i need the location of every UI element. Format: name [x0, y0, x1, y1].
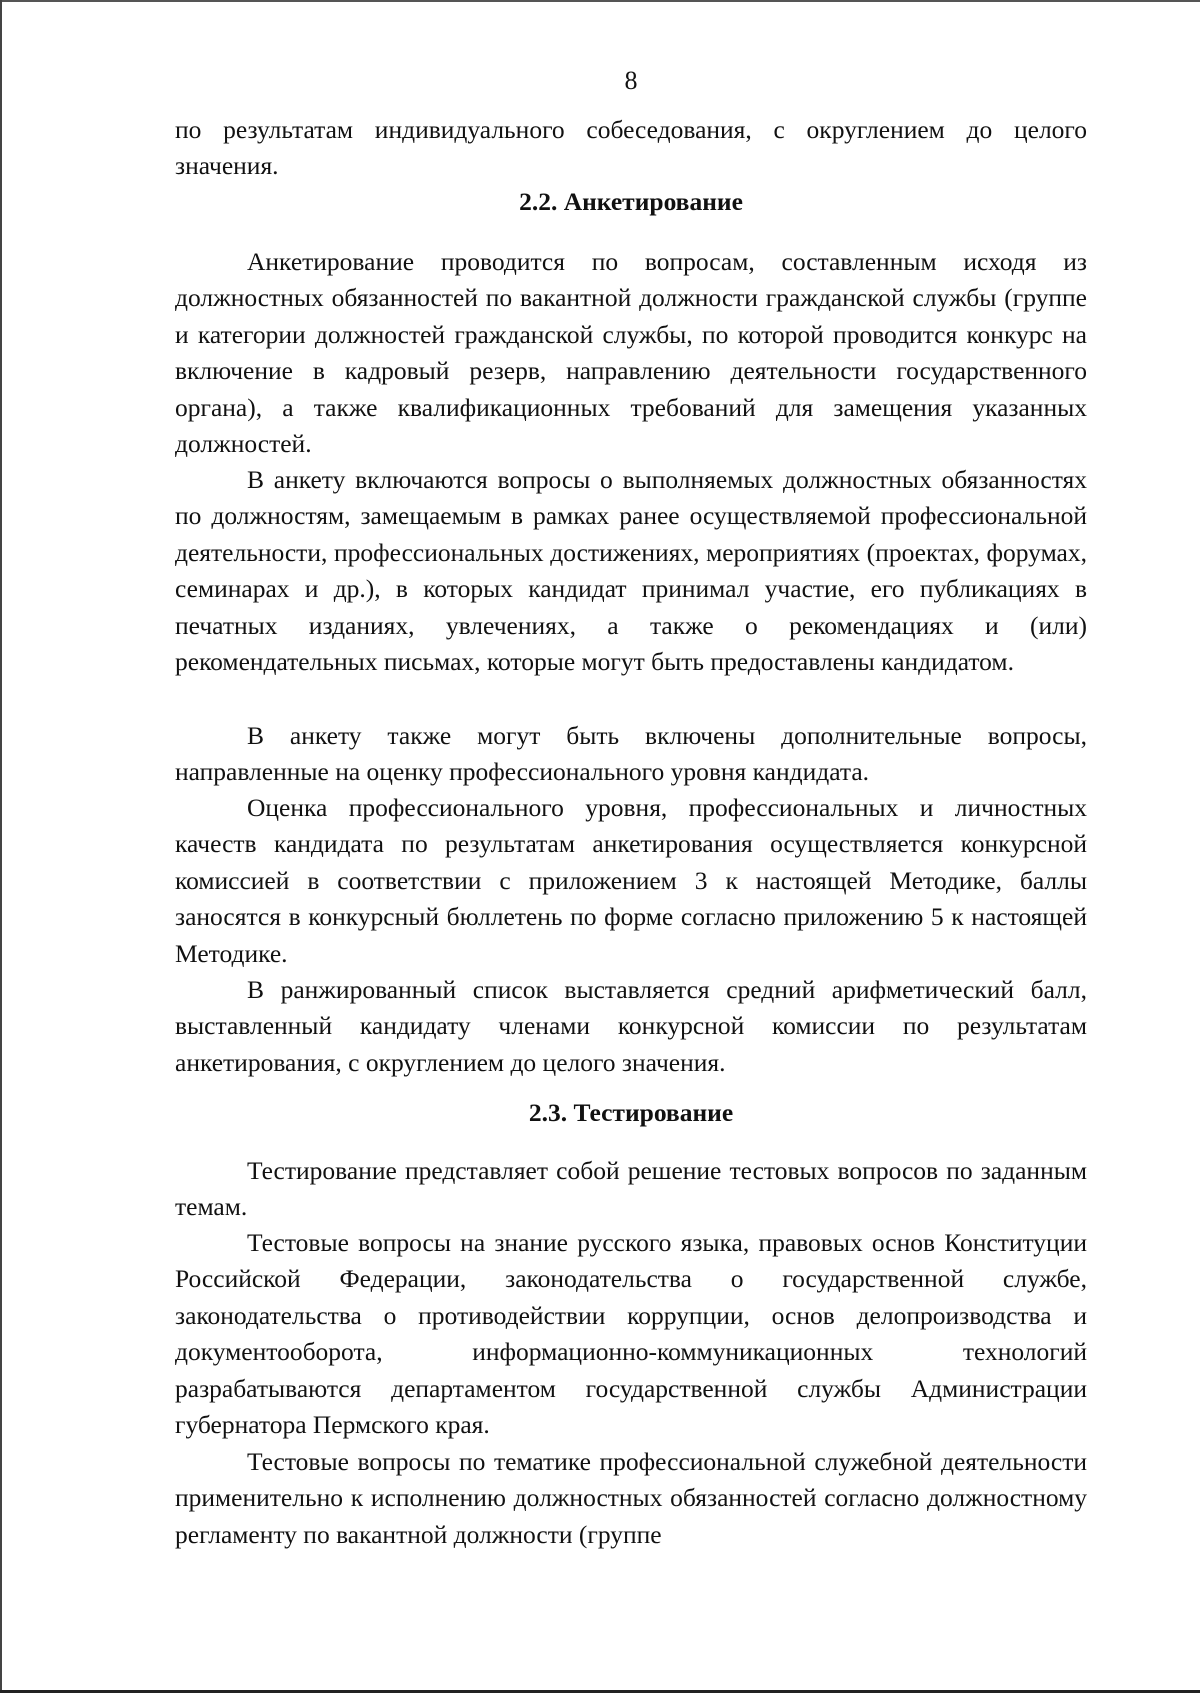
- paragraph-2-3-2: Тестовые вопросы на знание русского языка, правовых основ Конституции Российской Федерации, законодательства о государственной службе, законодательства о противодействии коррупции, основ делопроизводства и документооборота, информационно-коммуникационных технологий разрабатываются департаментом государственной службы Администрации губернатора Пермского края.: [175, 1228, 1087, 1440]
- paragraph-2-2-1: Анкетирование проводится по вопросам, составленным исходя из должностных обязанностей по вакантной должности гражданской службы (группе и категории должностей гражданской службы, по которой проводится конкурс на включение в кадровый резерв, направлению деятельности государственного органа), а также квалификационных требований для замещения указанных должностей.: [175, 247, 1087, 459]
- page-number: 8: [624, 66, 638, 95]
- paragraph-2-3-3: Тестовые вопросы по тематике профессиональной служебной деятельности применительно к исполнению должностных обязанностей согласно должностному регламенту по вакантной должности (группе: [175, 1447, 1087, 1549]
- section-heading-2-2: 2.2. Анкетирование: [519, 187, 743, 216]
- scan-edge-top: [0, 0, 1200, 2]
- scan-edge-left: [0, 0, 2, 1693]
- paragraph-2-2-2: В анкету включаются вопросы о выполняемых должностных обязанностях по должностям, замещаемым в рамках ранее осуществляемой профессиональной деятельности, профессиональных достижениях, мероприятиях (проектах, форумах, семинарах и др.), в которых кандидат принимал участие, его публикациях в печатных изданиях, увлечениях, а также о рекомендациях и (или) рекомендательных письмах, которые могут быть предоставлены кандидатом.: [175, 465, 1087, 677]
- paragraph-2-2-3: В анкету также могут быть включены дополнительные вопросы, направленные на оценку профессионального уровня кандидата.: [175, 721, 1087, 787]
- paragraph-2-2-4: Оценка профессионального уровня, профессиональных и личностных качеств кандидата по результатам анкетирования осуществляется конкурсной комиссией в соответствии с приложением 3 к настоящей Методике, баллы заносятся в конкурсный бюллетень по форме согласно приложению 5 к настоящей Методике.: [175, 793, 1087, 968]
- intro-paragraph: по результатам индивидуального собеседования, с округлением до целого значения.: [175, 115, 1087, 181]
- paragraph-2-2-5: В ранжированный список выставляется средний арифметический балл, выставленный кандидату членами конкурсной комиссии по результатам анкетирования, с округлением до целого значения.: [175, 975, 1087, 1077]
- section-heading-2-3: 2.3. Тестирование: [528, 1098, 734, 1127]
- paragraph-2-3-1: Тестирование представляет собой решение тестовых вопросов по заданным темам.: [175, 1156, 1087, 1222]
